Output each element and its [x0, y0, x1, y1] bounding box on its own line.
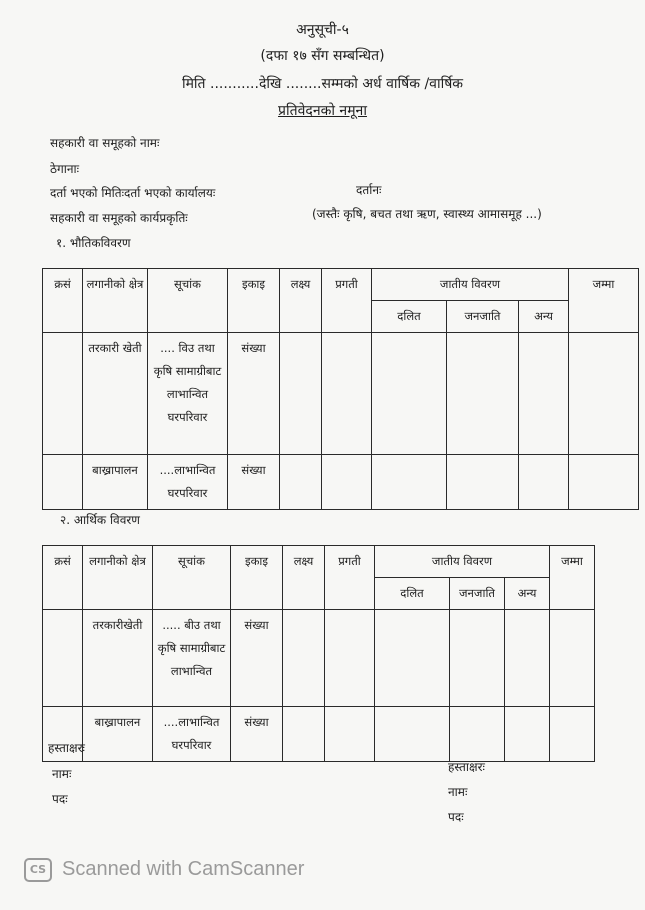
section-reference: (दफा १७ सँग सम्बन्धित): [260, 48, 385, 64]
header-total: जम्मा: [569, 269, 639, 333]
table-row: [43, 333, 639, 455]
cell-indicator: .... विउ तथा कृषि सामाग्रीबाट लाभान्वित घरपरिवार: [148, 333, 228, 455]
cell-unit: संख्या: [231, 707, 283, 762]
right-post-label: पदः: [448, 810, 464, 824]
header-target: लक्ष्य: [280, 269, 322, 333]
registration-number-field: दर्तानः: [356, 183, 382, 197]
table-row: [43, 455, 639, 510]
header-progress: प्रगती: [322, 269, 372, 333]
header-unit: इकाइ: [231, 546, 283, 610]
header-sn: क्रसं: [43, 546, 83, 610]
header-dalit: दलित: [375, 578, 450, 610]
cell-unit: संख्या: [228, 333, 280, 455]
right-name-label: नामः: [448, 785, 468, 799]
header-indicator: सूचांक: [153, 546, 231, 610]
header-janajati: जनजाति: [447, 301, 519, 333]
header-progress: प्रगती: [325, 546, 375, 610]
left-name-label: नामः: [52, 767, 72, 781]
header-target: लक्ष्य: [283, 546, 325, 610]
table-row: [43, 707, 595, 762]
report-sample-heading: प्रतिवेदनको नमूना: [278, 103, 367, 119]
physical-details-table: [42, 268, 639, 510]
header-janajati: जनजाति: [450, 578, 505, 610]
cell-investment: बाख्रापालन: [83, 707, 153, 762]
schedule-title: अनुसूची-५: [296, 22, 349, 38]
header-caste-details: जातीय विवरण: [375, 546, 550, 578]
header-investment-area: लगानीको क्षेत्र: [83, 546, 153, 610]
work-nature-field: सहकारी वा समूहको कार्यप्रकृतिः: [50, 211, 188, 225]
header-other: अन्य: [505, 578, 550, 610]
section-physical-title: १. भौतिकविवरण: [56, 236, 131, 250]
registration-date-office-field: दर्ता भएको मितिःदर्ता भएको कार्यालयः: [50, 186, 216, 200]
left-post-label: पदः: [52, 792, 68, 806]
financial-details-table: [42, 545, 595, 762]
cell-unit: संख्या: [228, 455, 280, 510]
cell-investment: बाख्रापालन: [83, 455, 148, 510]
left-signature-label: हस्ताक्षरः: [48, 741, 85, 755]
table-row: [43, 610, 595, 707]
cell-indicator: ....लाभान्वित घरपरिवार: [148, 455, 228, 510]
right-signature-label: हस्ताक्षरः: [448, 760, 485, 774]
header-sn: क्रसं: [43, 269, 83, 333]
cooperative-name-field: सहकारी वा समूहको नामः: [50, 136, 160, 150]
header-total: जम्मा: [550, 546, 595, 610]
report-period-line: मिति ...........देखि ........सम्मको अर्ध वार्षिक /वार्षिक: [181, 76, 464, 92]
cell-unit: संख्या: [231, 610, 283, 707]
work-nature-example: (जस्तैः कृषि, बचत तथा ऋण, स्वास्थ्य आमासमूह ...): [312, 207, 542, 221]
header-dalit: दलित: [372, 301, 447, 333]
cell-indicator: ....लाभान्वित घरपरिवार: [153, 707, 231, 762]
header-indicator: सूचांक: [148, 269, 228, 333]
section-financial-title: २. आर्थिक विवरण: [60, 513, 140, 527]
header-caste-details: जातीय विवरण: [372, 269, 569, 301]
cell-indicator: ..... बीउ तथा कृषि सामाग्रीबाट लाभान्वित: [153, 610, 231, 707]
address-field: ठेगानाः: [50, 162, 80, 176]
header-unit: इकाइ: [228, 269, 280, 333]
camscanner-watermark: Scanned with CamScanner: [62, 858, 305, 880]
cell-investment: तरकारीखेती: [83, 610, 153, 707]
header-investment-area: लगानीको क्षेत्र: [83, 269, 148, 333]
camscanner-logo-icon: CS: [24, 858, 52, 882]
header-other: अन्य: [519, 301, 569, 333]
cell-investment: तरकारी खेती: [83, 333, 148, 455]
